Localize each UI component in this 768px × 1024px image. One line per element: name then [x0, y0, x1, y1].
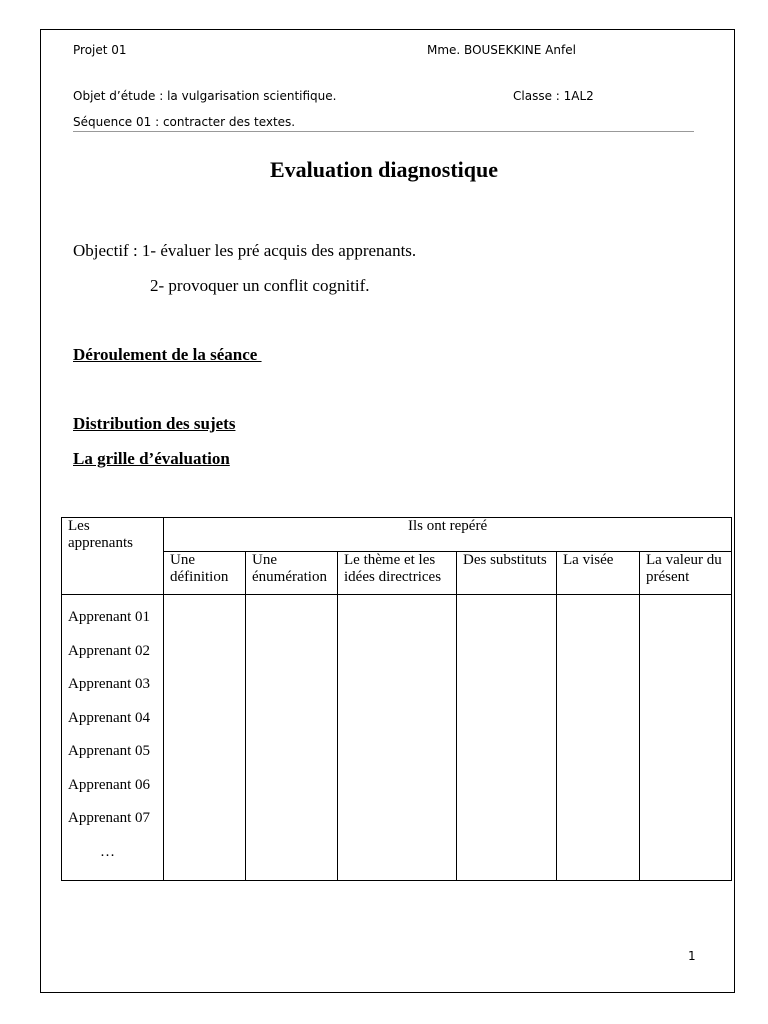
- column-header: Une définition: [164, 552, 246, 595]
- study-object: Objet d’étude : la vulgarisation scientifique.: [73, 89, 337, 103]
- class-label: Classe : 1AL2: [513, 89, 594, 103]
- learner-row: Apprenant 01: [68, 609, 151, 625]
- empty-cell: [457, 595, 557, 881]
- section-deroulement: Déroulement de la séance: [73, 345, 262, 364]
- learners-header: Les apprenants: [62, 518, 164, 595]
- column-header: Des substituts: [457, 552, 557, 595]
- learner-row: Apprenant 05: [68, 743, 151, 759]
- page-number: 1: [688, 949, 696, 963]
- project-label: Projet 01: [73, 43, 127, 57]
- learner-row: Apprenant 04: [68, 709, 151, 726]
- learner-row-ellipsis: …: [100, 843, 115, 860]
- learner-row: Apprenant 07: [68, 810, 151, 826]
- empty-cell: [164, 595, 246, 881]
- header-divider: [73, 131, 694, 132]
- empty-cell: [338, 595, 457, 881]
- objective-line-1: Objectif : 1- évaluer les pré acquis des apprenants.: [73, 241, 417, 260]
- column-header: Une énumération: [246, 552, 338, 595]
- page-title: Evaluation diagnostique: [269, 157, 498, 182]
- learner-row: Apprenant 03: [68, 676, 151, 692]
- objective-line-2: 2- provoquer un conflit cognitif.: [150, 276, 370, 295]
- learner-row: Apprenant 02: [68, 642, 151, 659]
- empty-cell: [640, 595, 732, 881]
- column-header: Le thème et les idées directrices: [338, 552, 457, 595]
- group-header: Ils ont repéré: [164, 518, 732, 552]
- sequence-label: Séquence 01 : contracter des textes.: [73, 115, 296, 129]
- learner-row: Apprenant 06: [68, 776, 151, 793]
- section-distribution: Distribution des sujets: [73, 414, 236, 433]
- teacher-name: Mme. BOUSEKKINE Anfel: [427, 43, 576, 57]
- empty-cell: [557, 595, 640, 881]
- evaluation-grid: [61, 517, 732, 881]
- section-grille: La grille d’évaluation: [73, 449, 230, 468]
- learner-list: [62, 595, 164, 881]
- column-header: La valeur du présent: [640, 552, 732, 595]
- column-header: La visée: [557, 552, 640, 595]
- empty-cell: [246, 595, 338, 881]
